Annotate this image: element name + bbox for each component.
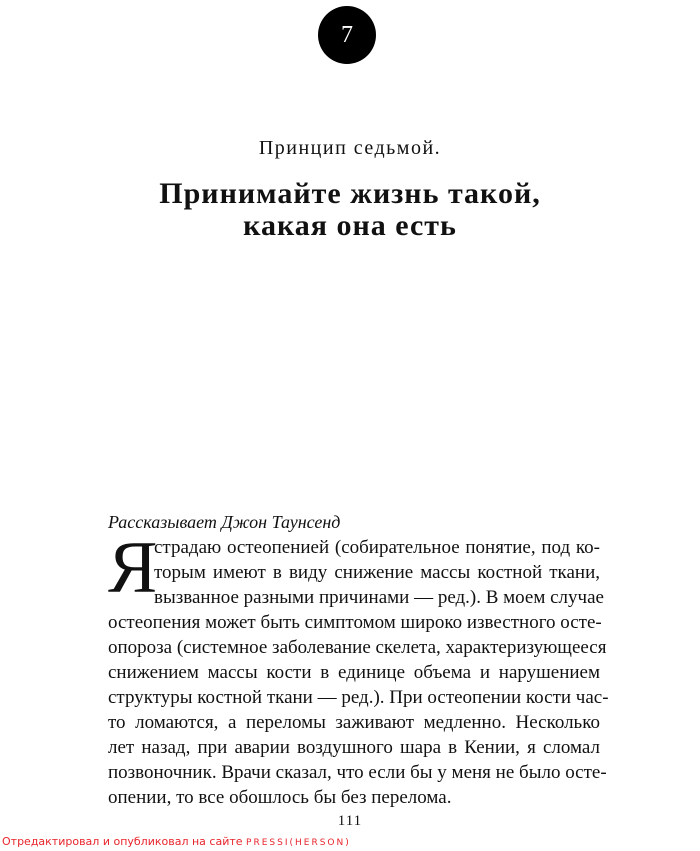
chapter-title-line: Принимайте жизнь такой,	[159, 177, 541, 210]
paragraph-line: торым имеют в виду снижение массы костной ткани,	[154, 562, 600, 583]
drop-cap: Я	[108, 527, 158, 609]
story-paragraph	[108, 535, 609, 810]
paragraph-line: лет назад, при аварии воздушного шара в Кении, я сломал	[108, 737, 600, 758]
footer-credit	[2, 835, 351, 848]
chapter-title-line: какая она есть	[243, 209, 457, 242]
chapter-number: 7	[341, 21, 353, 48]
chapter-number-badge	[318, 6, 376, 64]
paragraph-line: вызванное разными причинами — ред.). В моем случае	[154, 587, 604, 608]
paragraph-line: опении, то все обошлось бы без перелома.	[108, 787, 452, 808]
paragraph-line: страдаю остеопенией (собирательное понятие, под ко-	[154, 537, 600, 558]
page-number: 111	[337, 813, 363, 829]
paragraph-line: позвоночник. Врачи сказал, что если бы у меня не было осте-	[108, 762, 607, 783]
paragraph-line: снижением массы кости в единице объема и нарушением	[108, 662, 600, 683]
paragraph-line: опороза (системное заболевание скелета, характеризующееся	[108, 637, 607, 658]
paragraph-line: структуры костной ткани — ред.). При остеопении кости час-	[108, 687, 609, 708]
narrator-byline: Рассказывает Джон Таунсенд	[108, 512, 341, 532]
paragraph-line: остеопения может быть симптомом широко известного осте-	[108, 612, 602, 633]
principle-label: Принцип седьмой.	[258, 137, 442, 159]
chapter-title	[90, 178, 610, 242]
footer-credit-text: Отредактировал и опубликовал на сайте	[2, 835, 243, 848]
footer-site-name: PRESSI(HERSON)	[246, 838, 351, 848]
paragraph-line: то ломаются, а переломы заживают медленно. Несколько	[108, 712, 600, 733]
